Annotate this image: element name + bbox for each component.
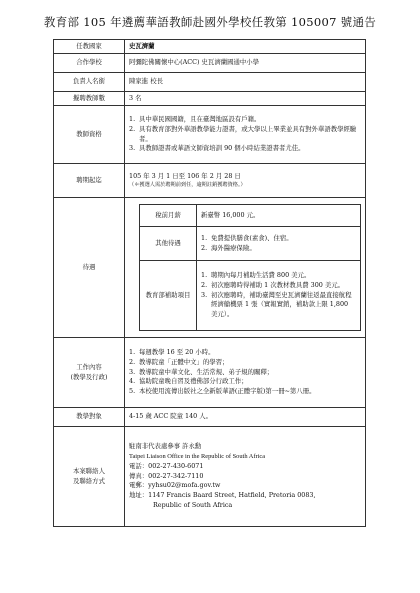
list-item: 2. 初次應聘時得補助 1 次教材教具費 300 美元。 bbox=[201, 280, 345, 289]
contact-phone: 電話：002-27-430-6071 bbox=[129, 461, 204, 470]
page-title: 教育部 105 年遴薦華語教師赴國外學校任教第 105007 號通告 bbox=[43, 15, 377, 29]
row-contact bbox=[54, 427, 366, 527]
row-salary bbox=[140, 205, 361, 227]
announcement-table bbox=[53, 39, 366, 527]
row-work bbox=[54, 338, 366, 408]
label-qualification: 教師資格 bbox=[54, 106, 125, 164]
value-contact bbox=[125, 427, 366, 527]
list-item: 2. 具有教育部對外華語教學能力證書，或大學以上畢業並具有對外華語教學經驗者。 bbox=[129, 124, 357, 143]
row-other bbox=[140, 227, 361, 261]
contact-address-country: Republic of South Africa bbox=[153, 501, 233, 510]
list-item: 2. 海外醫療保險。 bbox=[201, 243, 256, 252]
row-period bbox=[54, 164, 366, 198]
label-period: 聘期起迄 bbox=[54, 164, 125, 198]
list-item: 1. 聘期內每月補助生活費 800 美元。 bbox=[201, 270, 311, 279]
list-item: 3. 初次應聘時，補助臺灣至史瓦濟蘭往返最直接航程經濟艙機票 1 張（實報實銷，補助款上限 1,800 美元）。 bbox=[201, 290, 352, 319]
value-count: 3 名 bbox=[125, 92, 366, 106]
period-note: （＊獲選人需於聘期前到任，逾期註銷獲聘資格。） bbox=[129, 182, 246, 189]
contact-address: 地址：1147 Francis Baard Street, Hatfield, Pretoria 0083, bbox=[129, 491, 316, 500]
label-treatment: 待遇 bbox=[54, 198, 125, 338]
list-item: 1. 免費提供膳食(素食)、住宿。 bbox=[201, 233, 293, 242]
value-qualification bbox=[125, 106, 366, 164]
value-subsidy bbox=[197, 261, 361, 331]
value-salary: 新臺幣 16,000 元。 bbox=[197, 205, 361, 227]
row-qualification bbox=[54, 106, 366, 164]
list-item: 2. 教導院童「正體中文」的學習； bbox=[129, 357, 229, 366]
label-students: 教學對象 bbox=[54, 408, 125, 427]
label-school: 合作學校 bbox=[54, 54, 125, 73]
row-country bbox=[54, 40, 366, 54]
label-other: 其他待遇 bbox=[140, 227, 197, 261]
row-principal bbox=[54, 73, 366, 92]
label-principal: 負責人名銜 bbox=[54, 73, 125, 92]
treatment-table bbox=[139, 204, 361, 331]
value-principal: 陳家進 校長 bbox=[125, 73, 366, 92]
value-students: 4-15 歲 ACC 院童 140 人。 bbox=[125, 408, 366, 427]
period-dates: 105 年 3 月 1 日至 106 年 2 月 28 日 bbox=[129, 171, 241, 180]
value-treatment bbox=[125, 198, 366, 338]
value-work bbox=[125, 338, 366, 408]
list-item: 1. 具中華民國國籍，且在臺灣地區設有戶籍。 bbox=[129, 114, 261, 123]
value-school: 阿彌陀佛關懷中心(ACC) 史瓦濟蘭國通中小學 bbox=[125, 54, 366, 73]
row-count bbox=[54, 92, 366, 106]
list-item: 1. 每週教學 16 至 20 小時。 bbox=[129, 347, 215, 356]
label-subsidy: 教育部補助項目 bbox=[140, 261, 197, 331]
contact-person: 駐南非代表處參事 許永勳 bbox=[129, 441, 202, 450]
row-treatment bbox=[54, 198, 366, 338]
label-count: 擬聘教師數 bbox=[54, 92, 125, 106]
list-item: 4. 協助院童晚自習及禮佛部分行政工作； bbox=[129, 377, 248, 386]
label-country: 任教國家 bbox=[54, 40, 125, 54]
row-school bbox=[54, 54, 366, 73]
value-other bbox=[197, 227, 361, 261]
label-contact: 本案聯絡人 及聯絡方式 bbox=[54, 427, 125, 527]
contact-email[interactable]: 電郵：yyhsu02@mofa.gov.tw bbox=[129, 481, 221, 490]
row-students bbox=[54, 408, 366, 427]
list-item: 3. 教導院童中華文化、生活常規、弟子規的關釋； bbox=[129, 367, 274, 376]
label-work: 工作內容 (教學及行政) bbox=[54, 338, 125, 408]
list-item: 3. 具教師證書或華語文師資培訓 90 個小時結業證書者尤佳。 bbox=[129, 144, 305, 153]
list-item: 5. 本校使用流傳出版社之全新版華語(正體字版)第一冊~第八冊。 bbox=[129, 387, 316, 396]
value-period bbox=[125, 164, 366, 198]
contact-fax: 傳真：002-27-342-7110 bbox=[129, 471, 204, 480]
contact-office: Taipei Liaison Office in the Republic of South Africa bbox=[129, 452, 266, 460]
value-country: 史瓦濟蘭 bbox=[125, 40, 366, 54]
row-subsidy bbox=[140, 261, 361, 331]
label-salary: 稅前月薪 bbox=[140, 205, 197, 227]
